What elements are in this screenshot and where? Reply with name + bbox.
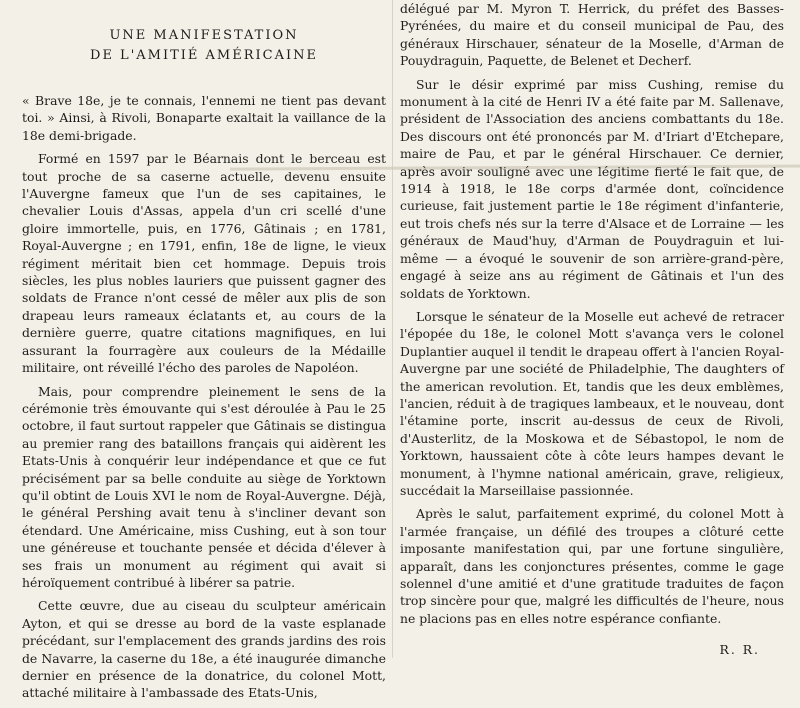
paragraph: Formé en 1597 par le Béarnais dont le berceau est tout proche de sa caserne actuelle, devenu ensuite l'Auvergne fameux que l'un de ses capitaines, le chevalier Louis d'Assas, appela d'un cri scellé d'une gloire immortelle, puis, en 1776, Gâtinais ; en 1781, Royal-Auvergne ; en 1791, enfin, 18e de ligne, le vieux régiment méritait bien cet hommage. Depuis trois siècles, les plus nobles lauriers que puissent gagner des soldats de France n'ont cessé de mêler aux plis de son drapeau leurs rameaux éclatants et, au cours de la dernière guerre, quatre citations magnifiques, en lui assurant la fourragère aux couleurs de la Médaille militaire, ont réveillé l'écho des paroles de Napoléon.	[22, 151, 386, 376]
right-column	[400, 0, 784, 659]
paragraph: Lorsque le sénateur de la Moselle eut achevé de retracer l'épopée du 18e, le colonel Mott s'avança vers le colonel Duplantier auquel il tendit le drapeau offert à l'ancien Royal-Auvergne par une société de Philadelphie, The daughters of the american revolution. Et, tandis que les deux emblèmes, l'ancien, réduit à de tragiques lambeaux, et le nouveau, dont l'étamine porte, inscrit au-dessus de ceux de Rivoli, d'Austerlitz, de la Moskowa et de Sébastopol, le nom de Yorktown, haussaient côte à côte leurs hampes devant le monument, à l'hymne national américain, grave, religieux, succédait la Marseillaise passionnée.	[400, 308, 784, 498]
paragraph: Sur le désir exprimé par miss Cushing, remise du monument à la cité de Henri IV a été faite par M. Sallenave, président de l'Association des anciens combattants du 18e. Des discours ont été prononcés par M. d'Iriart d'Etchepare, maire de Pau, et par le général Hirschauer. Ce dernier, après avoir souligné avec une légitime fierté le fait que, de 1914 à 1918, le 18e corps d'armée dont, coïncidence curieuse, fait justement partie le 18e régiment d'infanterie, eut trois chefs nés sur la terre d'Alsace et de Lorraine — les généraux de Maud'huy, d'Arman de Pouydraguin et lui-même — a évoqué le souvenir de son arrière-grand-père, engagé à seize ans au régiment de Gâtinais et l'un des soldats de Yorktown.	[400, 76, 784, 301]
paragraph: Après le salut, parfaitement exprimé, du colonel Mott à l'armée française, un défilé des troupes a clôturé cette imposante manifestation qui, par une fortune singulière, apparaît, dans les conjonctures présentes, comme le gage solennel d'une amitié et d'une gratitude traduites de façon trop sincère pour que, malgré les difficultés de l'heure, nous ne placions pas en elles notre espérance confiante.	[400, 506, 784, 626]
paragraph: Cette œuvre, due au ciseau du sculpteur américain Ayton, et qui se dresse au bord de la vaste esplanade précédant, sur l'emplacement des grands jardins des rois de Navarre, la caserne du 18e, a été inaugurée dimanche dernier en présence de la donatrice, du colonel Mott, attaché militaire à l'ambassade des Etats-Unis,	[22, 598, 386, 701]
paragraph: Mais, pour comprendre pleinement le sens de la cérémonie très émouvante qui s'est déroulée à Pau le 25 octobre, il faut surtout rappeler que Gâtinais se distingua au premier rang des bataillons français qui aidèrent les Etats-Unis à conquérir leur indépendance et que ce fut précisément par sa belle conduite au siège de Yorktown qu'il obtint de Louis XVI le nom de Royal-Auvergne. Déjà, le général Pershing avait tenu à s'incliner devant son étendard. Une Américaine, miss Cushing, eut à son tour une généreuse et touchante pensée et décida d'élever à ses frais un monument au régiment qui avait si héroïquement contribué à libérer sa patrie.	[22, 383, 386, 590]
author-signature: R. R.	[719, 642, 760, 658]
paragraph: « Brave 18e, je te connais, l'ennemi ne tient pas devant toi. » Ainsi, à Rivoli, Bonaparte exaltait la vaillance de la 18e demi-brigade.	[22, 93, 386, 143]
column-divider	[392, 0, 393, 658]
paragraph: délégué par M. Myron T. Herrick, du préfet des Basses-Pyrénées, du maire et du conseil municipal de Pau, des généraux Hirschauer, sénateur de la Moselle, d'Arman de Pouydraguin, Paquette, de Belenet et Decherf.	[400, 1, 784, 69]
title-line-1: UNE MANIFESTATION	[109, 28, 299, 43]
article-title	[22, 0, 386, 66]
left-column	[22, 0, 386, 708]
title-line-2: DE L'AMITIÉ AMÉRICAINE	[90, 48, 318, 63]
